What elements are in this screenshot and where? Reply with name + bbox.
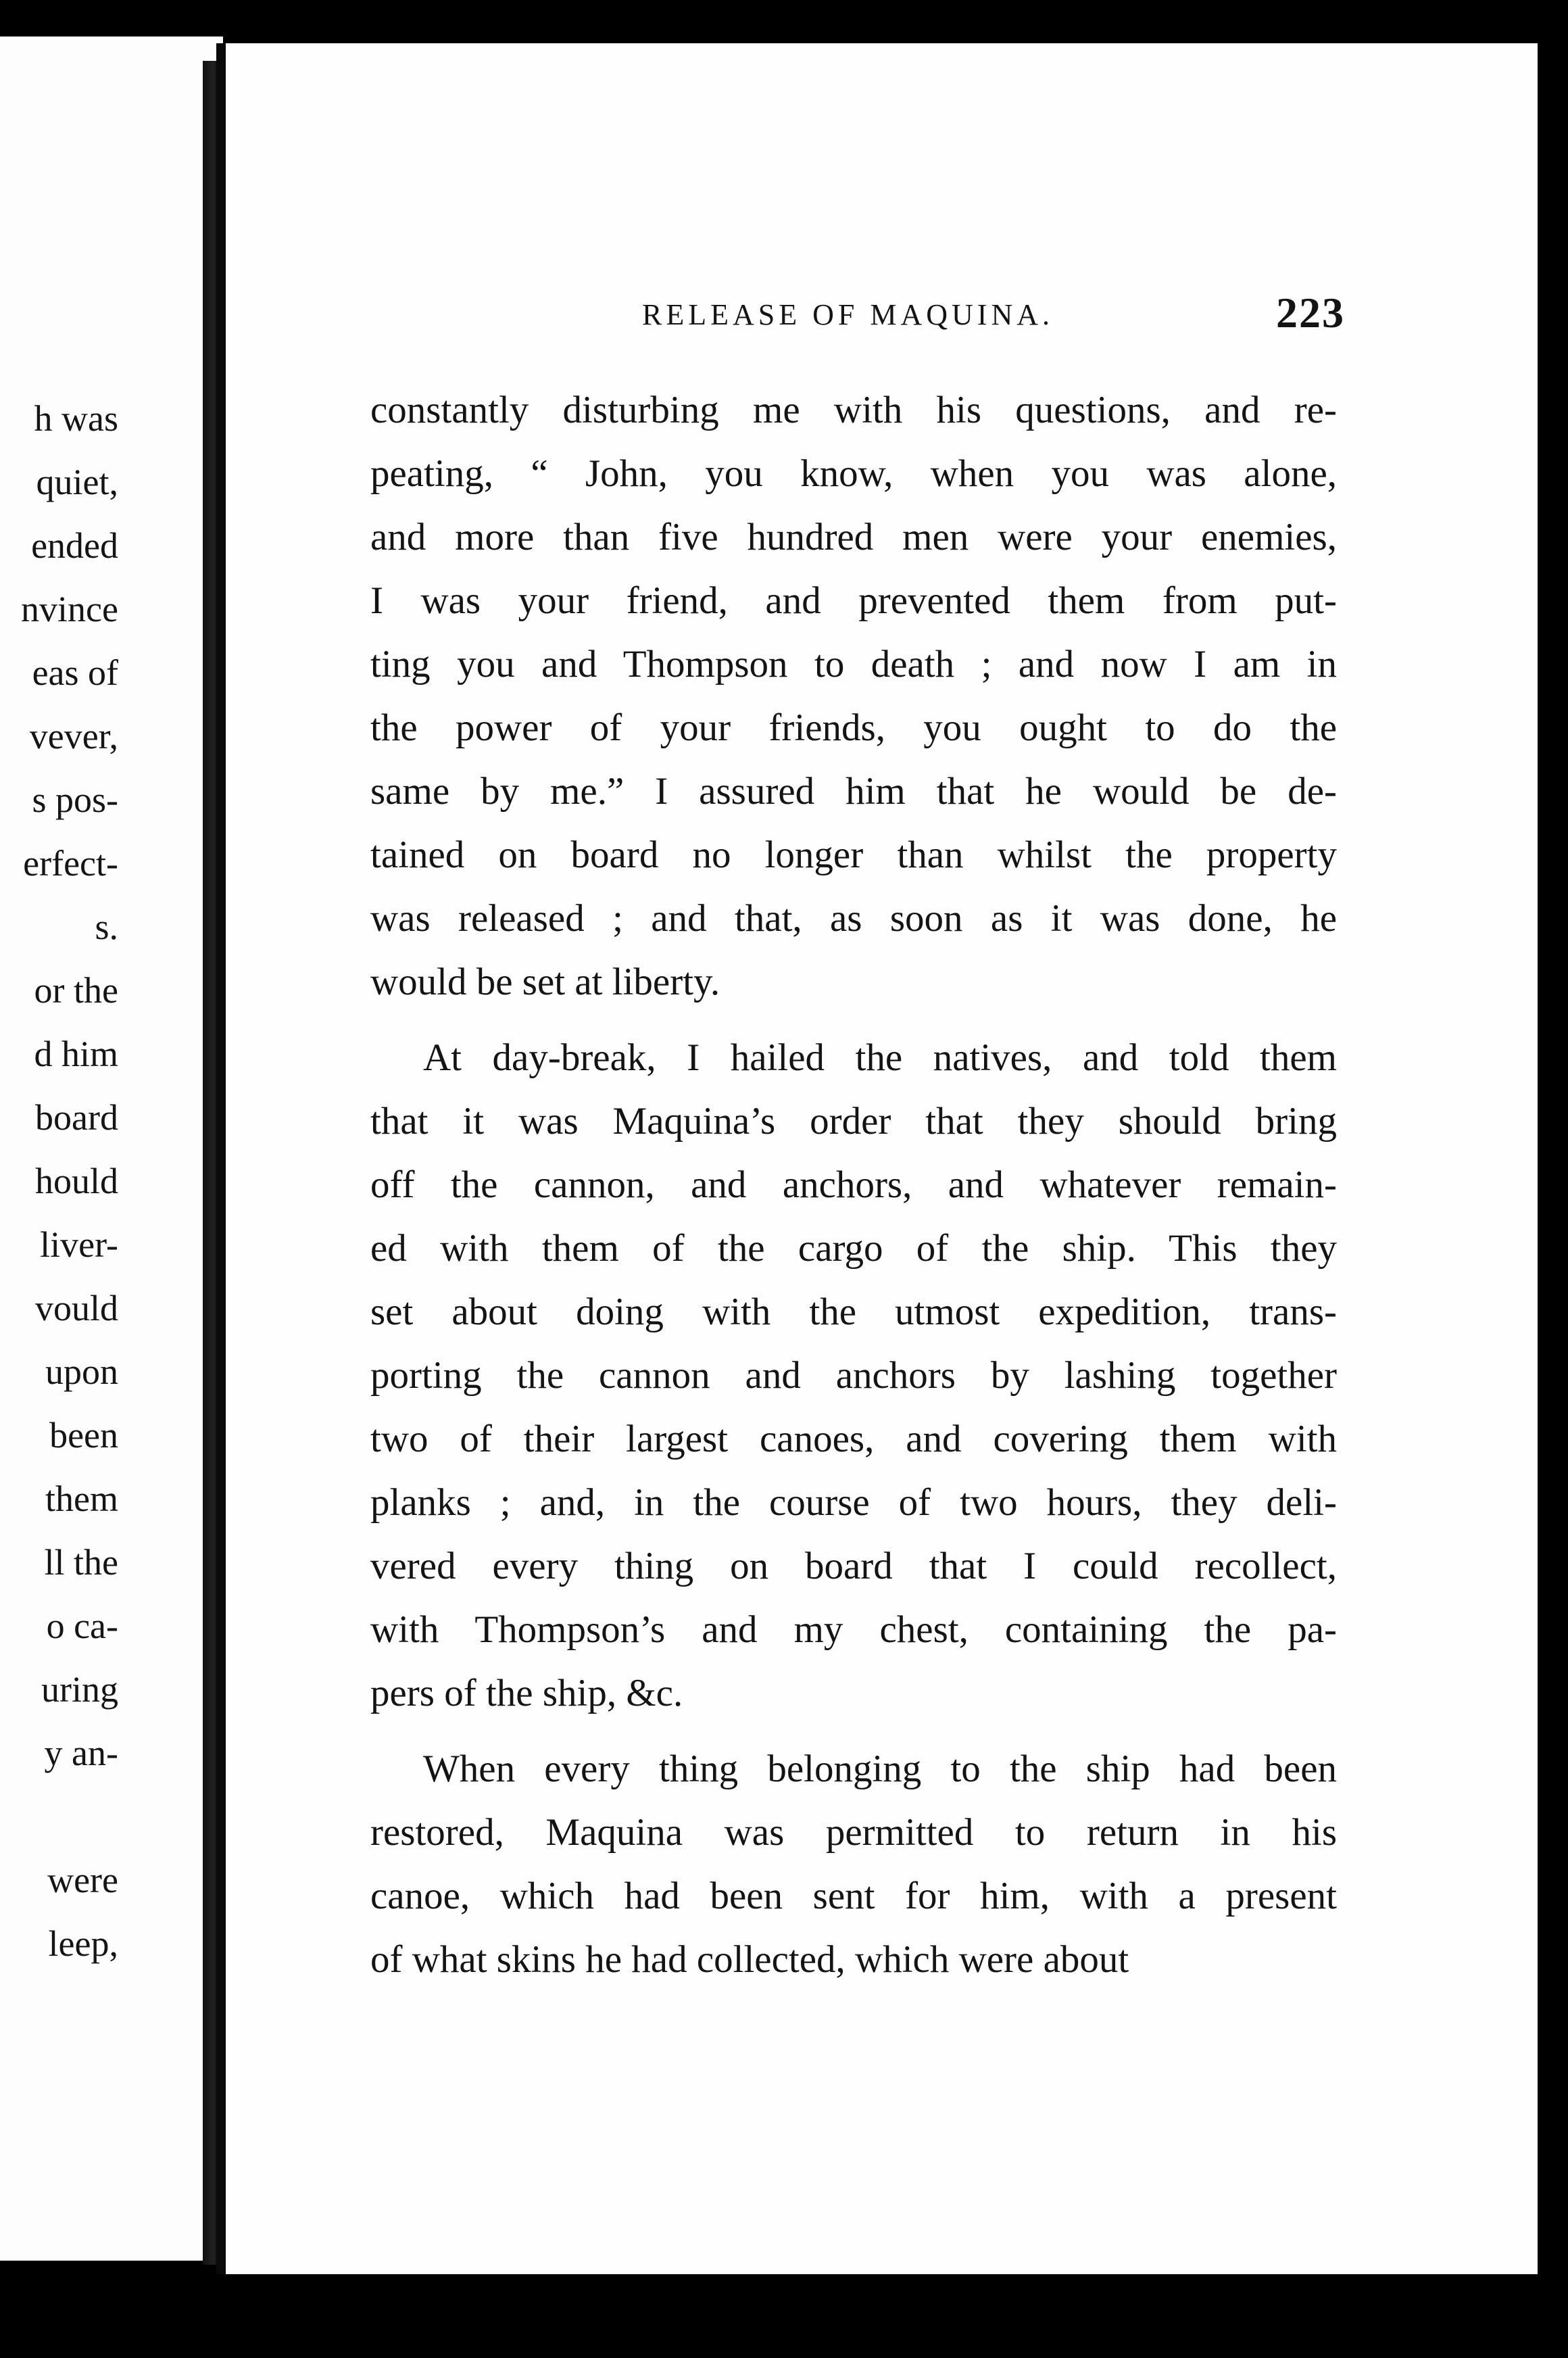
- text-line: off the cannon, and anchors, and whatever remain-: [370, 1163, 1337, 1206]
- text-line: was released ; and that, as soon as it was done, he: [370, 897, 1337, 940]
- previous-page-line: liver-: [40, 1224, 118, 1265]
- previous-page-line: o ca-: [46, 1606, 118, 1646]
- previous-page-line: y an-: [44, 1733, 118, 1773]
- text-line: tained on board no longer than whilst the property: [370, 834, 1337, 876]
- text-line: would be set at liberty.: [370, 961, 720, 1003]
- previous-page-line: h was: [34, 398, 118, 439]
- text-line: the power of your friends, you ought to do the: [370, 706, 1337, 749]
- previous-page-line: quiet,: [36, 462, 118, 502]
- previous-page-line: been: [49, 1415, 118, 1455]
- scan-bottom-border: [0, 2295, 1568, 2358]
- previous-page-line: uring: [41, 1669, 118, 1710]
- text-line: At day-break, I hailed the natives, and told them: [423, 1036, 1337, 1079]
- previous-page-line: eas of: [32, 652, 118, 693]
- text-line: of what skins he had collected, which were about: [370, 1938, 1129, 1981]
- paragraph: [370, 1737, 1337, 1992]
- previous-page-line: vever,: [29, 716, 118, 756]
- text-line: with Thompson’s and my chest, containing the pa-: [370, 1608, 1337, 1651]
- paragraph: [370, 379, 1337, 1014]
- previous-page-line: erfect-: [23, 843, 118, 884]
- previous-page-strip: [0, 37, 223, 2261]
- text-line: planks ; and, in the course of two hours, they deli-: [370, 1481, 1337, 1524]
- running-title: RELEASE OF MAQUINA.: [642, 298, 1054, 331]
- text-line: porting the cannon and anchors by lashing together: [370, 1354, 1337, 1397]
- running-head: [608, 289, 1345, 339]
- previous-page-line: board: [35, 1097, 118, 1138]
- scan-right-border: [1538, 43, 1568, 2358]
- text-line: ting you and Thompson to death ; and now I am in: [370, 643, 1337, 685]
- text-line: canoe, which had been sent for him, with a present: [370, 1875, 1337, 1917]
- paragraph-gap: [370, 1014, 1337, 1026]
- text-line: vered every thing on board that I could recollect,: [370, 1545, 1337, 1587]
- previous-page-line: ll the: [44, 1542, 118, 1583]
- page-body: [370, 379, 1337, 1992]
- previous-page-line: them: [45, 1478, 118, 1519]
- text-line: two of their largest canoes, and covering them with: [370, 1418, 1337, 1460]
- text-line: pers of the ship, &c.: [370, 1672, 683, 1714]
- previous-page-line: ended: [31, 525, 118, 566]
- paragraph-gap: [370, 1725, 1337, 1737]
- previous-page-line: or the: [34, 970, 118, 1011]
- text-line: ed with them of the cargo of the ship. This they: [370, 1227, 1337, 1270]
- previous-page-line: hould: [34, 1161, 118, 1201]
- text-line: same by me.” I assured him that he would be de-: [370, 770, 1337, 813]
- text-line: When every thing belonging to the ship had been: [423, 1748, 1337, 1790]
- text-line: restored, Maquina was permitted to return in his: [370, 1811, 1337, 1854]
- text-line: set about doing with the utmost expedition, trans-: [370, 1291, 1337, 1333]
- previous-page-line: d him: [34, 1034, 118, 1074]
- previous-page-line: vould: [34, 1288, 118, 1328]
- page-number: 223: [1276, 289, 1345, 337]
- text-line: peating, “ John, you know, when you was alone,: [370, 452, 1337, 495]
- previous-page-line: leep,: [48, 1923, 118, 1964]
- text-line: constantly disturbing me with his questions, and re-: [370, 389, 1337, 431]
- previous-page-line: upon: [45, 1351, 118, 1392]
- previous-page-line: s.: [95, 907, 118, 947]
- paragraph: [370, 1026, 1337, 1725]
- previous-page-line: were: [47, 1860, 118, 1900]
- text-line: that it was Maquina’s order that they should bring: [370, 1100, 1337, 1142]
- previous-page-line: nvince: [21, 589, 118, 629]
- text-line: and more than five hundred men were your enemies,: [370, 516, 1337, 558]
- previous-page-line: s pos-: [32, 779, 118, 820]
- text-line: I was your friend, and prevented them from put-: [370, 579, 1337, 622]
